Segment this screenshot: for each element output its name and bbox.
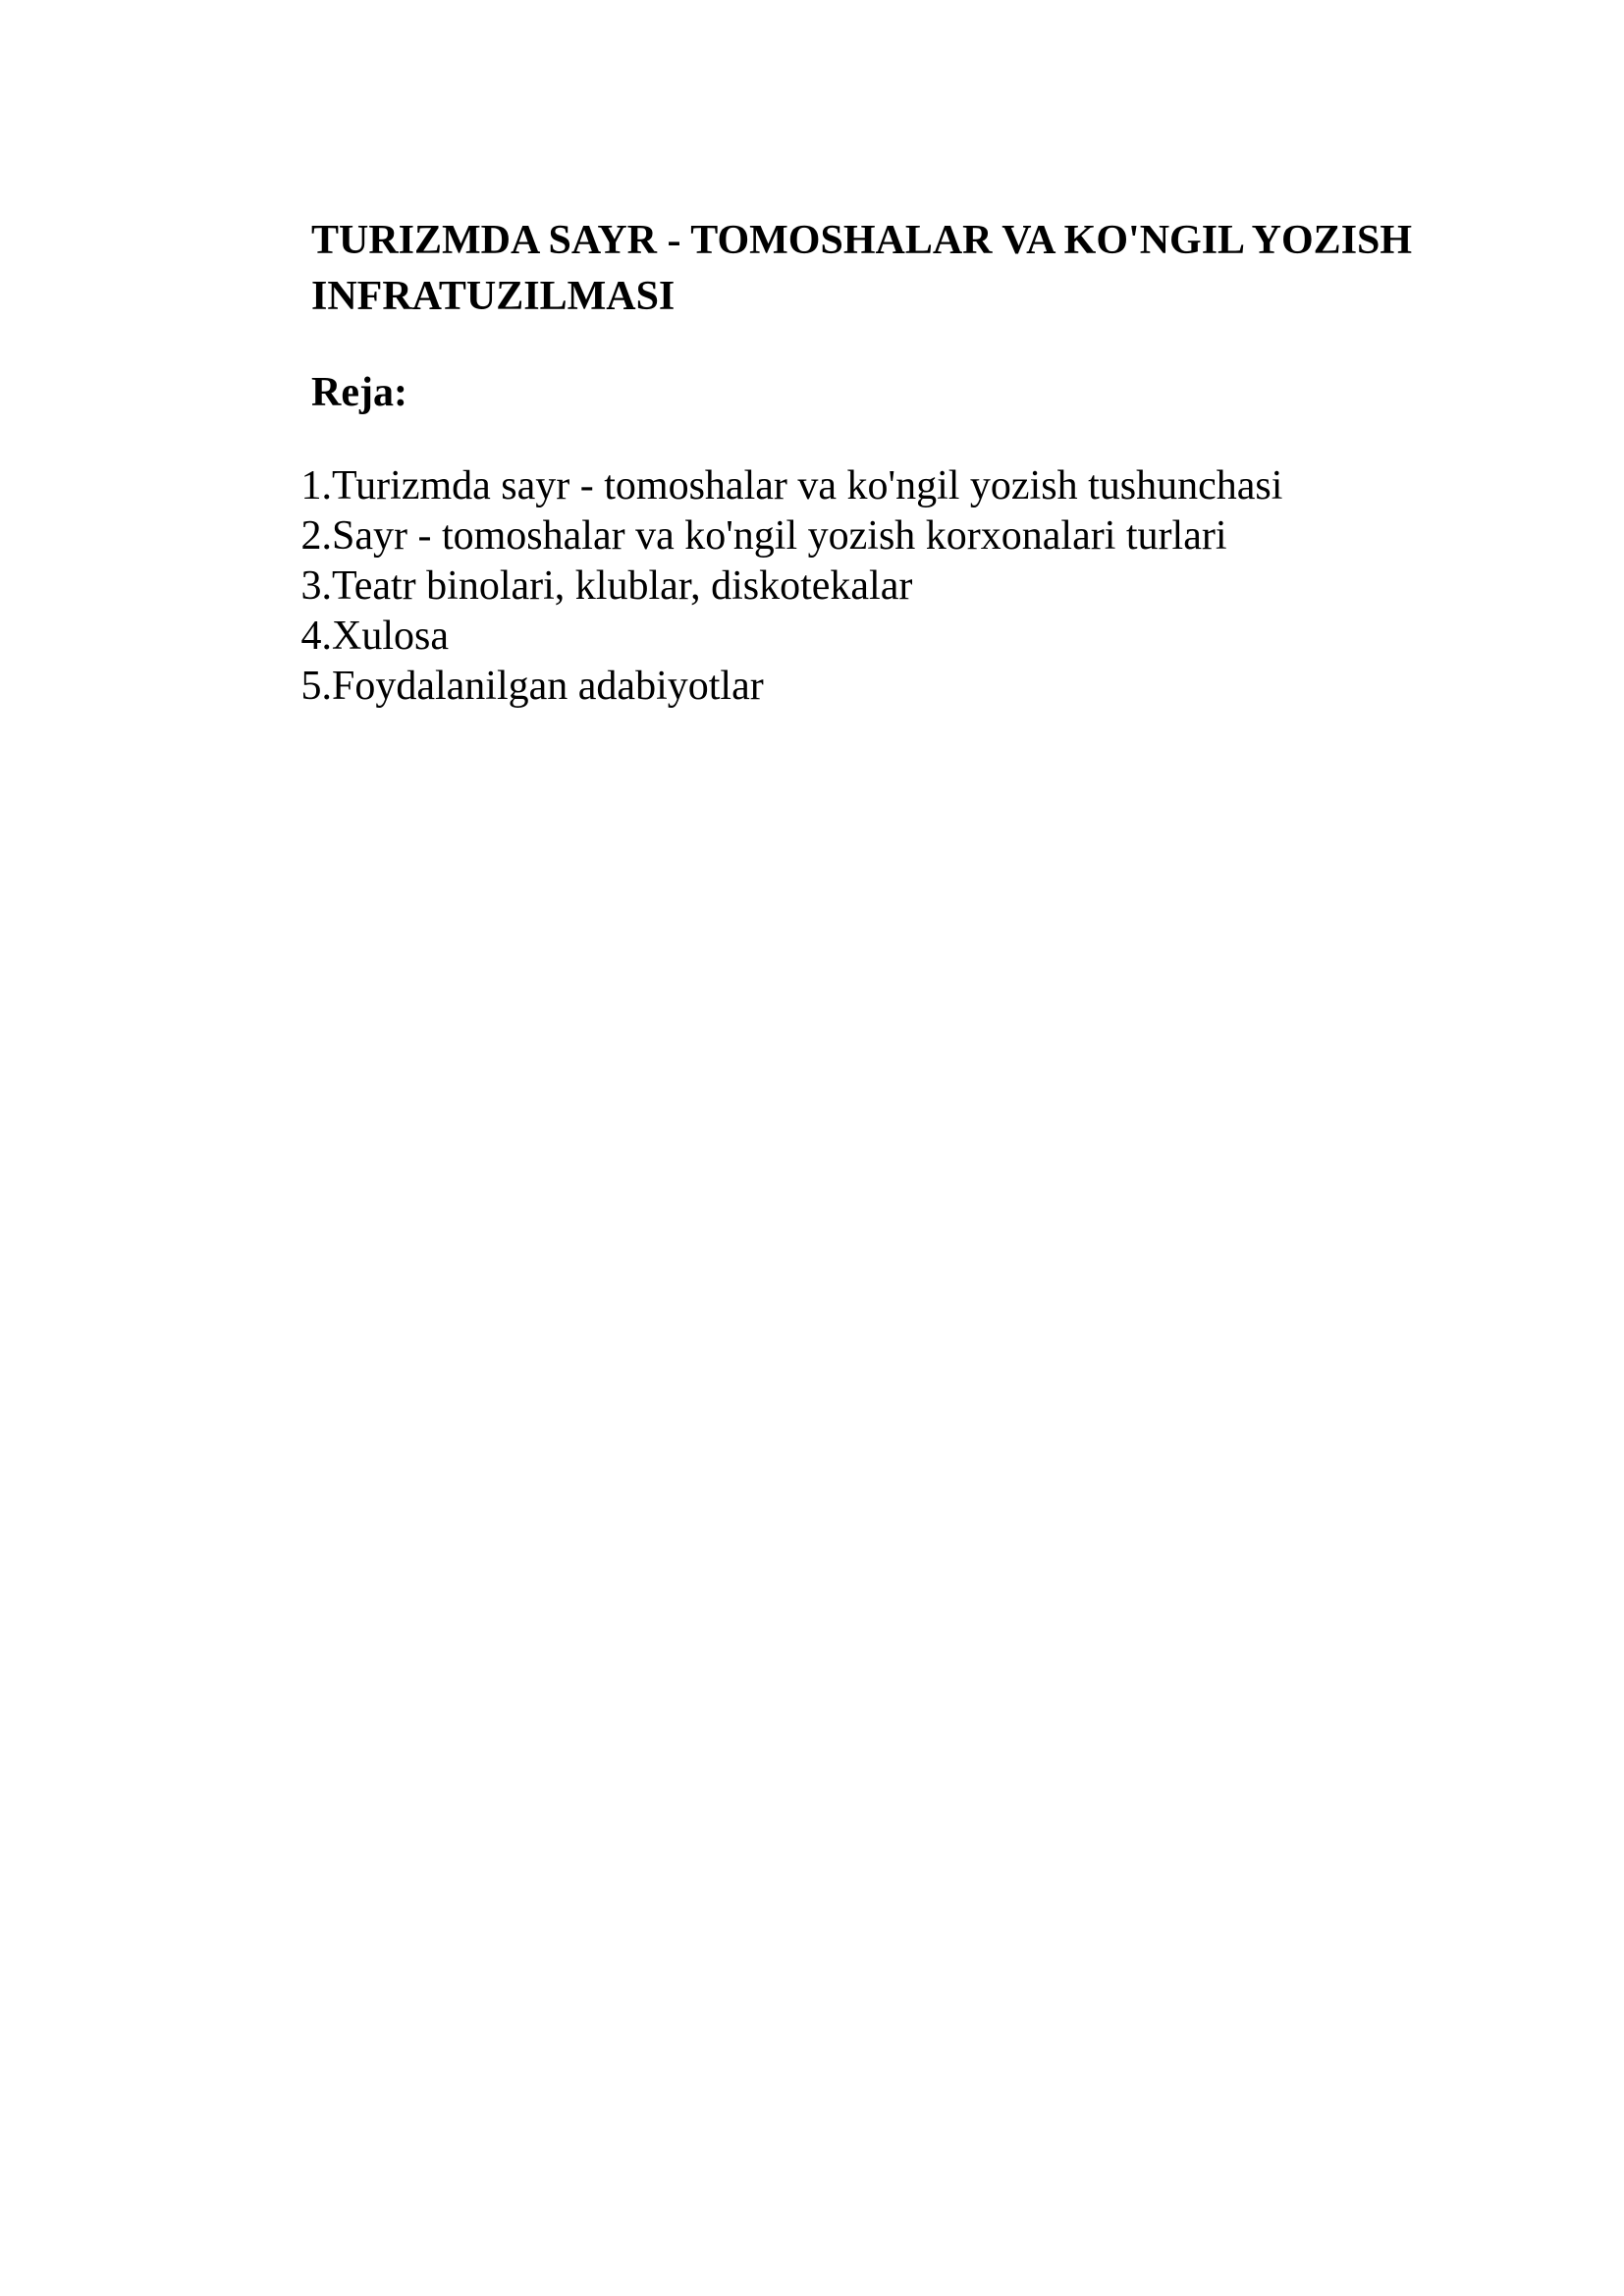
plan-item-number: 1. [300,463,332,508]
plan-item-number: 5. [300,664,332,709]
document-title-line-1: TURIZMDA SAYR - TOMOSHALAR VA KO'NGIL YOZISH [311,218,1413,263]
plan-item-number: 2. [300,513,332,559]
plan-item-number: 4. [300,614,332,659]
plan-list-item [275,511,1282,561]
document-title-line-2: INFRATUZILMASI [311,274,676,319]
plan-item-text: Foydalanilgan adabiyotlar [332,664,764,709]
plan-list-item [275,662,1282,712]
plan-list [275,461,1282,712]
plan-item-text: Turizmda sayr - tomoshalar va ko'ngil yozish tushunchasi [332,463,1283,508]
plan-heading: Reja: [311,370,407,415]
plan-list-item [275,461,1282,511]
plan-item-text: Xulosa [332,614,449,659]
document-title [311,213,1548,325]
plan-item-number: 3. [300,563,332,609]
plan-list-item [275,612,1282,662]
plan-list-item [275,561,1282,612]
plan-item-text: Sayr - tomoshalar va ko'ngil yozish korxonalari turlari [332,513,1227,559]
plan-item-text: Teatr binolari, klublar, diskotekalar [332,563,913,609]
